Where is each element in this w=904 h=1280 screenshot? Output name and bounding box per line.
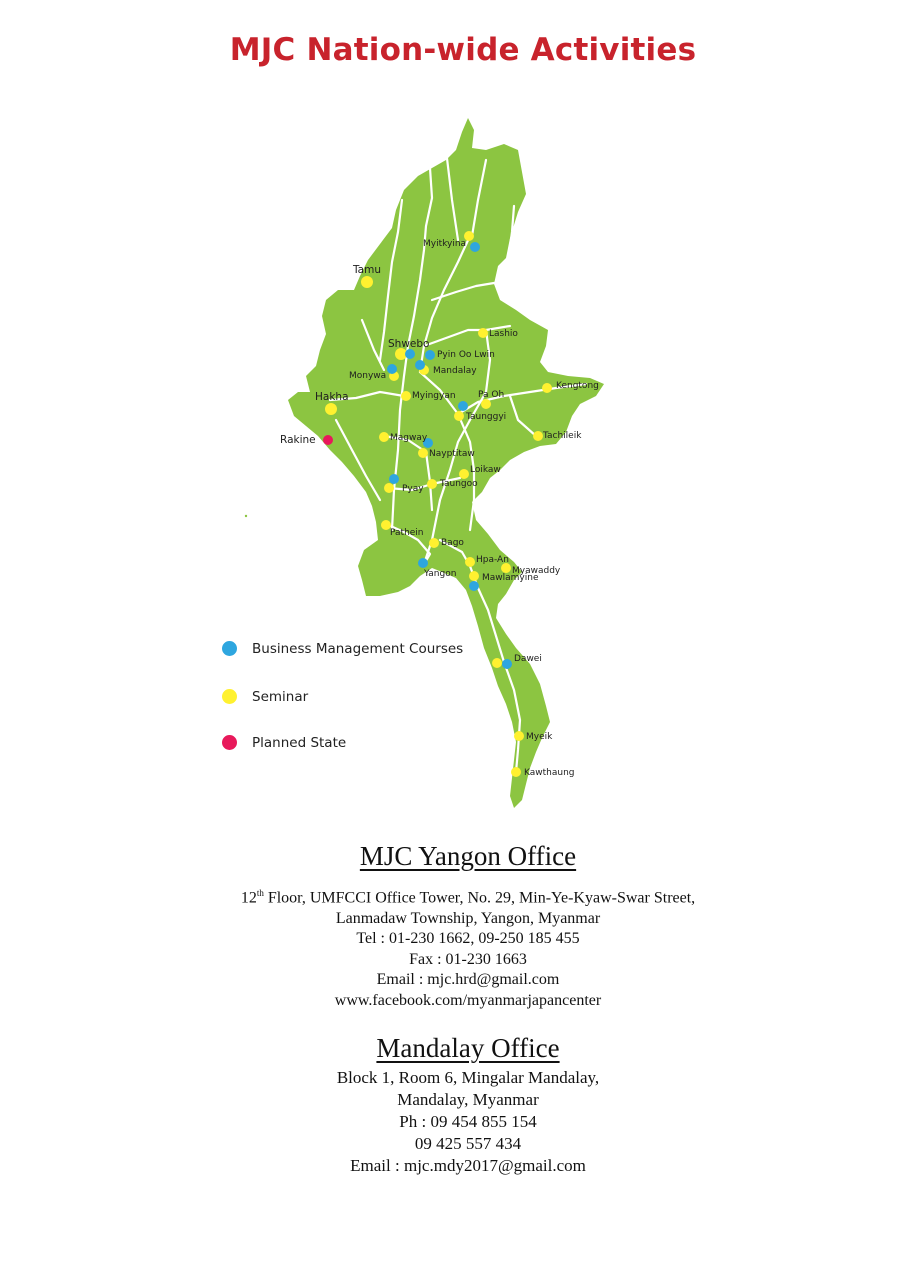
floor-suffix: th: [256, 888, 264, 898]
city-label-tamu: Tamu: [353, 264, 381, 276]
page-title: MJC Nation-wide Activities: [229, 32, 697, 68]
seminar-marker-pyay: [384, 483, 394, 493]
seminar-marker-taunggyi: [454, 411, 464, 421]
city-label-dawei: Dawei: [514, 654, 542, 664]
business-marker-taunggyi: [458, 401, 468, 411]
city-label-tachileik: Tachileik: [543, 431, 582, 441]
seminar-marker-pa-oh: [481, 399, 491, 409]
mandalay-phone-2: 09 425 557 434: [414, 1134, 522, 1153]
city-label-taungoo: Taungoo: [440, 479, 478, 489]
business-marker-pyay: [389, 474, 399, 484]
seminar-marker-tachileik: [533, 431, 543, 441]
floor-number: 12: [240, 889, 257, 907]
city-label-mawlamyine: Mawlamyine: [482, 573, 539, 583]
mandalay-address-line-1: Block 1, Room 6, Mingalar Mandalay,: [336, 1068, 600, 1087]
city-label-nayptitaw: Nayptitaw: [429, 449, 475, 459]
seminar-marker-dawei: [492, 658, 502, 668]
yangon-website: www.facebook.com/myanmarjapancenter: [334, 991, 602, 1009]
address-rest: Floor, UMFCCI Office Tower, No. 29, Min-Ye-Kyaw-Swar Street,: [263, 889, 696, 907]
legend-label-planned: Planned State: [252, 735, 347, 751]
myanmar-outline: [288, 118, 604, 808]
city-label-magway: Magway: [390, 433, 428, 443]
seminar-marker-bago: [429, 538, 439, 548]
yangon-fax: Fax : 01-230 1663: [409, 950, 527, 968]
seminar-marker-magway: [379, 432, 389, 442]
islet: [245, 515, 247, 517]
seminar-marker-kawthaung: [511, 767, 521, 777]
seminar-marker-hakha: [325, 403, 337, 415]
mandalay-office-heading: Mandalay Office: [376, 1033, 560, 1063]
city-label-pa-oh: Pa Oh: [478, 390, 505, 400]
city-label-kawthaung: Kawthaung: [524, 768, 575, 778]
business-marker-mawlamyine: [469, 581, 479, 591]
city-label-hakha: Hakha: [315, 391, 349, 403]
planned-marker-rakine: [323, 435, 333, 445]
seminar-marker-mawlamyine: [469, 571, 479, 581]
planned-marker-icon: [222, 735, 237, 750]
city-label-myeik: Myeik: [526, 732, 553, 742]
mandalay-phone-1: Ph : 09 454 855 154: [399, 1112, 537, 1131]
city-label-taunggyi: Taunggyi: [466, 412, 507, 422]
city-label-myitkyina: Myitkyina: [423, 239, 467, 249]
city-label-kengtong: Kengtong: [556, 381, 599, 391]
city-label-rakine: Rakine: [280, 434, 316, 446]
business-marker-icon: [222, 641, 237, 656]
seminar-marker-icon: [222, 689, 237, 704]
seminar-marker-tamu: [361, 276, 373, 288]
seminar-marker-loikaw: [459, 469, 469, 479]
yangon-office-block: [16, 840, 904, 1011]
yangon-address-line-2: Lanmadaw Township, Yangon, Myanmar: [335, 909, 601, 927]
seminar-marker-kengtong: [542, 383, 552, 393]
mandalay-email: Email : mjc.mdy2017@gmail.com: [350, 1156, 586, 1175]
city-label-myingyan: Myingyan: [412, 391, 456, 401]
business-marker-monywa: [387, 364, 397, 374]
city-label-pyin-oo-lwin: Pyin Oo Lwin: [437, 350, 495, 360]
seminar-marker-myeik: [514, 731, 524, 741]
city-label-mandalay: Mandalay: [433, 366, 477, 376]
seminar-marker-myingyan: [401, 391, 411, 401]
city-label-pyay: Pyay: [402, 484, 424, 494]
business-marker-myitkyina: [470, 242, 480, 252]
seminar-marker-nayptitaw: [418, 448, 428, 458]
legend-label-seminar: Seminar: [252, 689, 309, 705]
city-label-bago: Bago: [441, 538, 464, 548]
city-label-monywa: Monywa: [349, 371, 387, 381]
seminar-marker-taungoo: [427, 479, 437, 489]
yangon-office-heading: MJC Yangon Office: [359, 841, 577, 871]
legend-label-business: Business Management Courses: [252, 641, 464, 657]
business-marker-dawei: [502, 659, 512, 669]
mandalay-address-line-2: Mandalay, Myanmar: [397, 1090, 539, 1109]
seminar-marker-hpa-an: [465, 557, 475, 567]
city-label-yangon: Yangon: [424, 569, 457, 579]
business-marker-mandalay: [415, 360, 425, 370]
city-label-myawaddy: Myawaddy: [512, 566, 561, 576]
yangon-email: Email : mjc.hrd@gmail.com: [376, 971, 560, 989]
yangon-tel: Tel : 01-230 1662, 09-250 185 455: [356, 930, 580, 948]
city-label-lashio: Lashio: [489, 329, 518, 339]
city-label-shwebo: Shwebo: [388, 338, 430, 350]
business-marker-shwebo: [405, 349, 415, 359]
seminar-marker-lashio: [478, 328, 488, 338]
yangon-address-line-1: [16, 883, 904, 909]
city-label-loikaw: Loikaw: [470, 465, 501, 475]
city-label-pathein: Pathein: [390, 528, 424, 538]
city-label-hpa-an: Hpa-An: [476, 555, 509, 565]
business-marker-pyin-oo-lwin: [425, 350, 435, 360]
business-marker-yangon: [418, 558, 428, 568]
mandalay-office-block: [16, 1032, 904, 1177]
